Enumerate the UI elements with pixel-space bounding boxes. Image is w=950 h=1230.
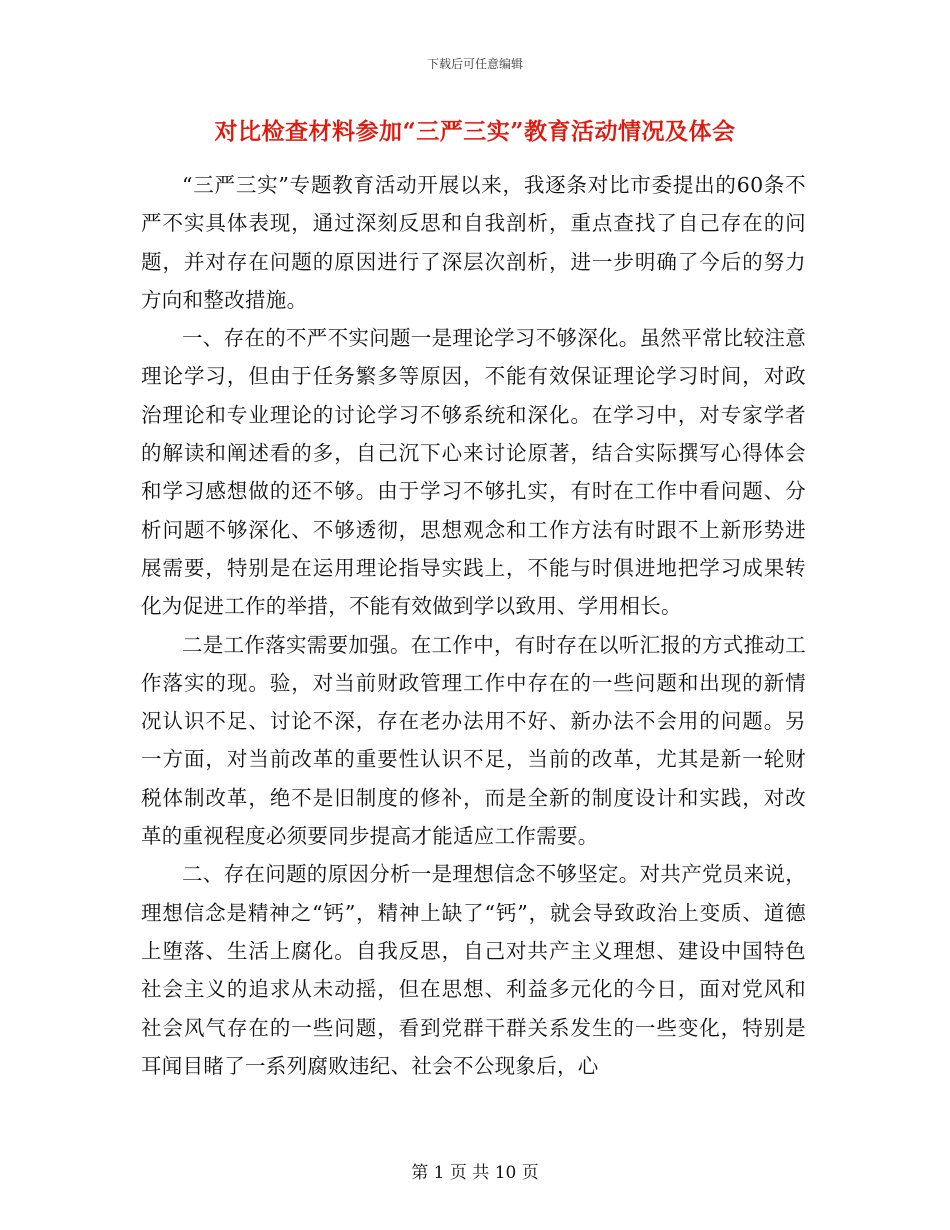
paragraph-problem-theory-study: 一、存在的不严不实问题一是理论学习不够深化。虽然平常比较注意理论学习，但由于任务繁多等原因，不能有效保证理论学习时间，对政治理论和专业理论的讨论学习不够系统和深化。在学习中，对专家学者的解读和阐述看的多，自己沉下心来讨论原著，结合实际撰写心得体会和学习感想做的还不够。由于学习不够扎实，有时在工作中看问题、分析问题不够深化、不够透彻，思想观念和工作方法有时跟不上新形势进展需要，特别是在运用理论指导实践上，不能与时俱进地把学习成果转化为促进工作的举措，不能有效做到学以致用、学用相长。	[141, 326, 806, 619]
page-number: 第 1 页 共 10 页	[411, 1163, 539, 1183]
page-header-note: 下载后可任意编辑	[426, 57, 523, 71]
paragraph-cause-analysis: 二、存在问题的原因分析一是理想信念不够坚定。对共产党员来说，理想信念是精神之“钙”，精神上缺了“钙”，就会导致政治上变质、道德上堕落、生活上腐化。自我反思，自己对共产主义理想、建设中国特色社会主义的追求从未动摇，但在思想、利益多元化的今日，面对党风和社会风气存在的一些问题，看到党群干群关系发生的一些变化，特别是耳闻目睹了一系列腐败违纪、社会不公现象后，心	[141, 862, 806, 1078]
paragraph-problem-work-implementation: 二是工作落实需要加强。在工作中，有时存在以听汇报的方式推动工作落实的现。验，对当前财政管理工作中存在的一些问题和出现的新情况认识不足、讨论不深，存在老办法用不好、新办法不会用的问题。另一方面，对当前改革的重要性认识不足，当前的改革，尤其是新一轮财税体制改革，绝不是旧制度的修补，而是全新的制度设计和实践，对改革的重视程度必须要同步提高才能适应工作需要。	[141, 632, 806, 849]
document-title: 对比检查材料参加“三严三实”教育活动情况及体会	[214, 118, 736, 145]
paragraph-intro: “三严三实”专题教育活动开展以来，我逐条对比市委提出的60条不严不实具体表现，通过深刻反思和自我剖析，重点查找了自己存在的问题，并对存在问题的原因进行了深层次剖析，进一步明确了今后的努力方向和整改措施。	[141, 173, 806, 312]
document-body	[141, 166, 806, 1085]
